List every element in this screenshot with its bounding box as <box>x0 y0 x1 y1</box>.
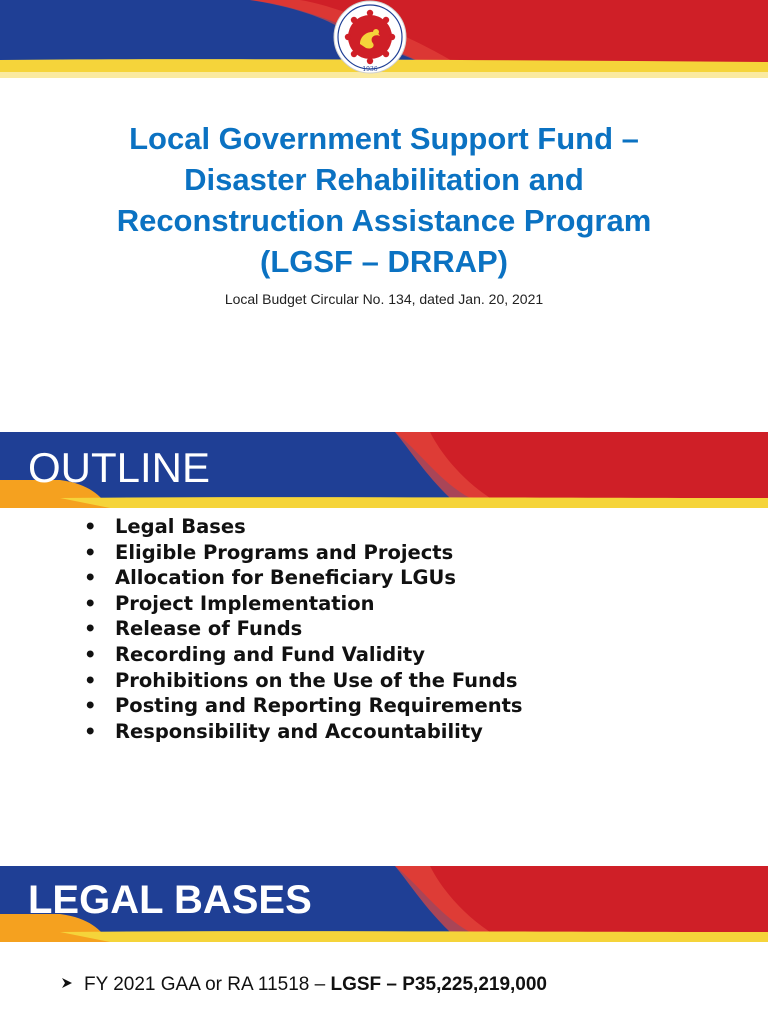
bullet: • <box>84 591 97 615</box>
bullet: • <box>84 642 97 666</box>
title-line-4: (LGSF – DRRAP) <box>260 244 508 279</box>
legal-basis-item <box>60 974 547 996</box>
circular-subtitle: Local Budget Circular No. 134, dated Jan. 20, 2021 <box>224 291 544 307</box>
outline-item-label: Posting and Reporting Requirements <box>115 694 523 718</box>
list-item <box>84 616 523 642</box>
legal-bases-heading: LEGAL BASES <box>28 878 312 922</box>
bullet: • <box>84 617 97 641</box>
dbm-seal-icon <box>326 0 414 78</box>
outline-item-label: Project Implementation <box>115 591 375 615</box>
outline-item-label: Responsibility and Accountability <box>115 719 483 743</box>
legal-basis-text: FY 2021 GAA or RA 11518 – <box>84 974 331 995</box>
title-line-3: Reconstruction Assistance Program <box>116 203 652 238</box>
list-item <box>84 565 523 591</box>
outline-item-label: Recording and Fund Validity <box>115 642 425 666</box>
outline-list <box>84 514 523 744</box>
bullet: • <box>84 515 97 538</box>
list-item <box>84 642 523 668</box>
list-item <box>84 668 523 694</box>
outline-slide <box>0 432 768 852</box>
outline-item-label: Allocation for Beneficiary LGUs <box>115 566 456 590</box>
title-line-2: Disaster Rehabilitation and <box>184 162 584 197</box>
list-item <box>84 719 523 745</box>
bullet: • <box>84 540 97 564</box>
list-item <box>84 591 523 617</box>
bullet: • <box>84 719 97 743</box>
outline-item-label: Eligible Programs and Projects <box>115 540 454 564</box>
arrow-bullet-icon <box>60 974 84 996</box>
list-item <box>84 514 523 540</box>
legal-basis-amount: LGSF – P35,225,219,000 <box>330 974 548 995</box>
bullet: • <box>84 694 97 718</box>
presentation-title <box>40 118 728 282</box>
outline-item-label: Legal Bases <box>115 515 246 538</box>
seal-year: 1936 <box>362 66 378 73</box>
title-line-1: Local Government Support Fund – <box>129 121 639 156</box>
bullet: • <box>84 668 97 692</box>
outline-item-label: Prohibitions on the Use of the Funds <box>115 668 518 692</box>
outline-item-label: Release of Funds <box>115 617 303 641</box>
title-slide <box>0 0 768 420</box>
outline-heading: OUTLINE <box>28 444 211 491</box>
list-item <box>84 693 523 719</box>
list-item <box>84 540 523 566</box>
bullet: • <box>84 566 97 590</box>
legal-bases-slide <box>0 866 768 1024</box>
